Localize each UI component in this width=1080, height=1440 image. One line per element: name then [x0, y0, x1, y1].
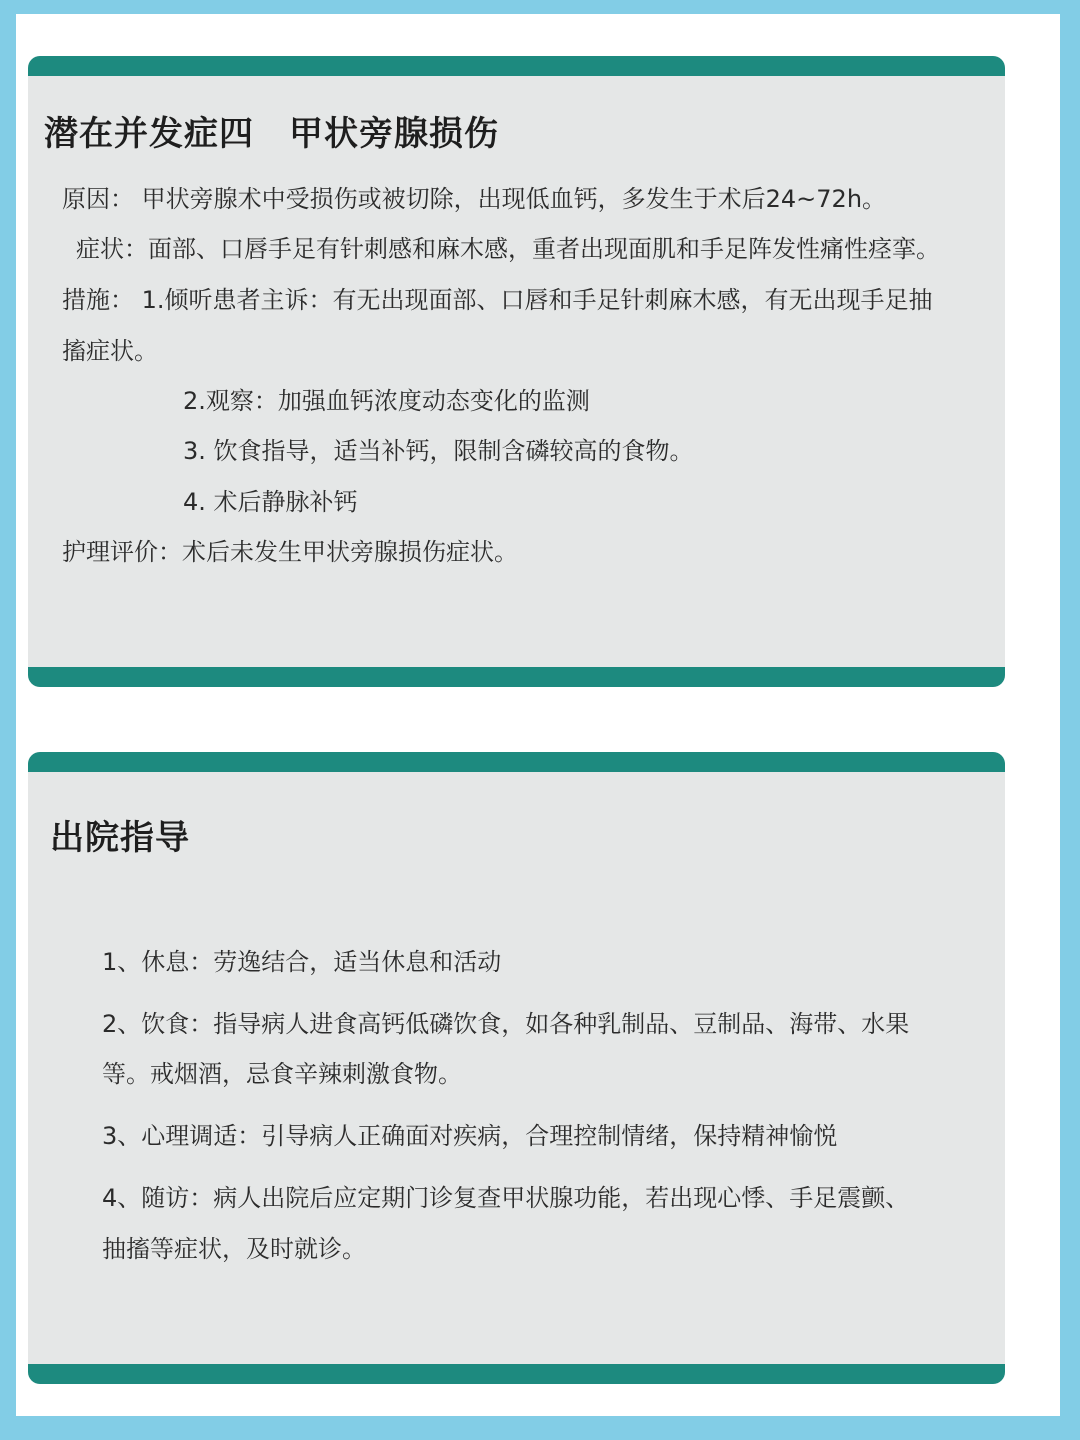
discharge-item-followup-continued: 抽搐等症状，及时就诊。 [102, 1235, 366, 1263]
section-title: 潜在并发症四 甲状旁腺损伤 [44, 114, 499, 154]
discharge-item-diet-continued: 等。戒烟酒，忌食辛辣刺激食物。 [102, 1060, 462, 1088]
symptom-text: 症状：面部、口唇手足有针刺感和麻木感，重者出现面肌和手足阵发性痛性痉挛。 [76, 235, 940, 263]
measure-2-text: 2.观察：加强血钙浓度动态变化的监测 [183, 387, 590, 415]
measure-3-text: 3. 饮食指导，适当补钙，限制含磷较高的食物。 [183, 437, 694, 465]
card-bottom-bar [28, 1364, 1005, 1384]
cause-text: 原因： 甲状旁腺术中受损伤或被切除，出现低血钙，多发生于术后24~72h。 [62, 185, 887, 213]
discharge-item-psychology: 3、心理调适：引导病人正确面对疾病，合理控制情绪，保持精神愉悦 [102, 1122, 838, 1150]
section-title: 出院指导 [50, 818, 190, 858]
discharge-item-diet: 2、饮食：指导病人进食高钙低磷饮食，如各种乳制品、豆制品、海带、水果 [102, 1010, 910, 1038]
measure-1-text: 措施： 1.倾听患者主诉：有无出现面部、口唇和手足针刺麻木感，有无出现手足抽 [62, 286, 933, 314]
card-bottom-bar [28, 667, 1005, 687]
discharge-item-rest: 1、休息：劳逸结合，适当休息和活动 [102, 948, 502, 976]
evaluation-text: 护理评价：术后未发生甲状旁腺损伤症状。 [62, 538, 518, 566]
measure-1-continued-text: 搐症状。 [62, 337, 158, 365]
page [16, 14, 1060, 1416]
complication-card [28, 56, 1005, 687]
card-top-bar [28, 752, 1005, 772]
discharge-card [28, 752, 1005, 1384]
card-top-bar [28, 56, 1005, 76]
discharge-item-followup: 4、随访：病人出院后应定期门诊复查甲状腺功能，若出现心悸、手足震颤、 [102, 1184, 910, 1212]
measure-4-text: 4. 术后静脉补钙 [183, 488, 358, 516]
